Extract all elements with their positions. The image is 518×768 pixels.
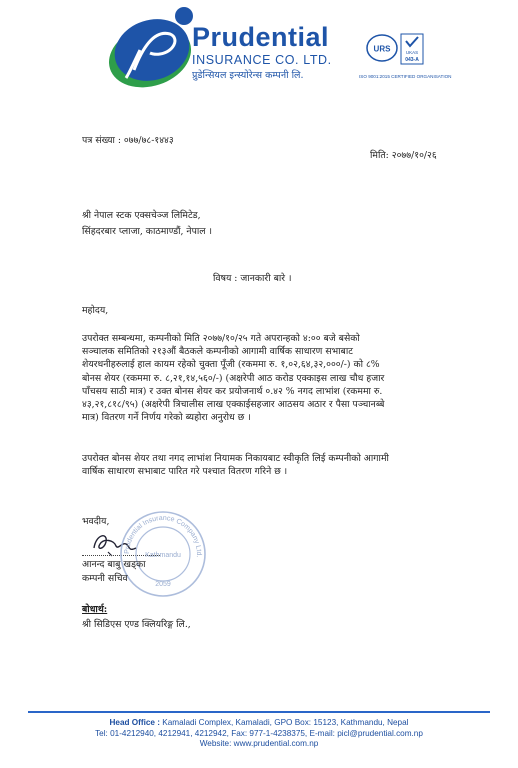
recipient-line-2: सिंहदरबार प्लाजा, काठमाण्डौं, नेपाल । xyxy=(82,226,213,237)
signatory-name: आनन्द बाबु खड्का xyxy=(82,559,146,570)
footer-address xyxy=(0,718,518,729)
salutation: महोदय, xyxy=(82,305,109,316)
paragraph-line: पाँचसय साठी मात्र) र उक्त बोनस शेयर कर प्रयोजनार्थ ०.४२ % नगद लाभांश (रकममा रु. xyxy=(82,385,383,397)
paragraph-line: मात्र) वितरण गर्ने निर्णय गरेको ब्यहोरा अनुरोध छ । xyxy=(82,412,251,424)
ukas-text: UKAS xyxy=(405,50,419,55)
paragraph-line: उपरोक्त सम्बन्धमा, कम्पनीको मिति २०७७/१०/२५ गते अपरान्हको ४:०० बजे बसेको xyxy=(82,333,360,344)
footer-head-office-label: Head Office : xyxy=(109,718,160,727)
closing: भवदीय, xyxy=(82,516,110,527)
iso-caption: ISO 9001:2015 CERTIFIED ORGANISATION xyxy=(359,74,452,79)
paragraph-1 xyxy=(82,332,482,424)
seal-year: 2059 xyxy=(155,581,171,588)
urs-text: URS xyxy=(373,44,391,54)
paragraph-line: उपरोक्त बोनस शेयर तथा नगद लाभांश नियामक निकायबाट स्वीकृति लिई कम्पनीको आगामी xyxy=(82,453,389,464)
paragraph-line: ४३,२१,८१८/९५) (अक्षरेपी त्रिचालीस लाख एक्काईसहजार आठसय अठार र पैसा पञ्चानब्बे xyxy=(82,399,385,411)
paragraph-line: शेयरधनीहरुलाई हाल कायम रहेको चुक्ता पूँजी (रकममा रु. १,०२,६४,३२,०००/-) को ८% xyxy=(82,359,380,371)
prudential-logo-icon xyxy=(104,4,196,92)
company-seal-icon xyxy=(117,508,209,600)
letterhead xyxy=(0,0,518,100)
paragraph-line: बोनस शेयर (रकममा रु. ८,२१,१४,५६०/-) (अक्षरेपी आठ करोड एक्काइस लाख चौध हजार xyxy=(82,372,385,384)
ukas-code: 043-A xyxy=(405,57,419,63)
paragraph-2 xyxy=(82,452,482,478)
paragraph-line: सञ्चालक समितिको २१३औं बैठकले कम्पनीको आगामी वार्षिक साधारण सभाबाट xyxy=(82,346,353,358)
letter-date: मिति: २०७७/१०/२६ xyxy=(370,150,437,161)
cert-badge xyxy=(366,33,426,73)
footer-address-text: Kamaladi Complex, Kamaladi, GPO Box: 15123, Kathmandu, Nepal xyxy=(160,718,409,727)
urs-badge-icon xyxy=(366,33,398,63)
recipient-line-1: श्री नेपाल स्टक एक्सचेञ्ज लिमिटेड, xyxy=(82,210,201,221)
company-subname: INSURANCE CO. LTD. xyxy=(192,53,332,67)
footer-rule xyxy=(28,711,490,713)
seal-center-text: Kathmandu xyxy=(145,552,181,559)
footer-website: Website: www.prudential.com.np xyxy=(199,739,319,748)
signatory-title: कम्पनी सचिव xyxy=(82,573,128,584)
reference-number: पत्र संख्या : ०७७/७८-१४४३ xyxy=(82,135,174,146)
cc-label: बोधार्थ: xyxy=(82,604,108,615)
seal-ring-text: Prudential Insurance Company Ltd. xyxy=(123,514,203,558)
ukas-badge-icon xyxy=(400,33,424,65)
company-nepali-name: प्रुडेन्सियल इन्स्योरेन्स कम्पनी लि. xyxy=(192,70,304,81)
paragraph-line: वार्षिक साधारण सभाबाट पारित गरे पश्चात वितरण गरिने छ । xyxy=(82,466,288,478)
subject-line: विषय : जानकारी बारे । xyxy=(213,273,292,284)
footer-contacts: Tel: 01-4212940, 4212941, 4212942, Fax: 977-1-4238375, E-mail: picl@prudential.com.np xyxy=(95,728,423,738)
company-name: Prudential xyxy=(192,22,330,52)
footer xyxy=(0,718,518,750)
cc-recipient: श्री सिडिएस एण्ड क्लियरिङ्ग लि., xyxy=(82,619,191,630)
